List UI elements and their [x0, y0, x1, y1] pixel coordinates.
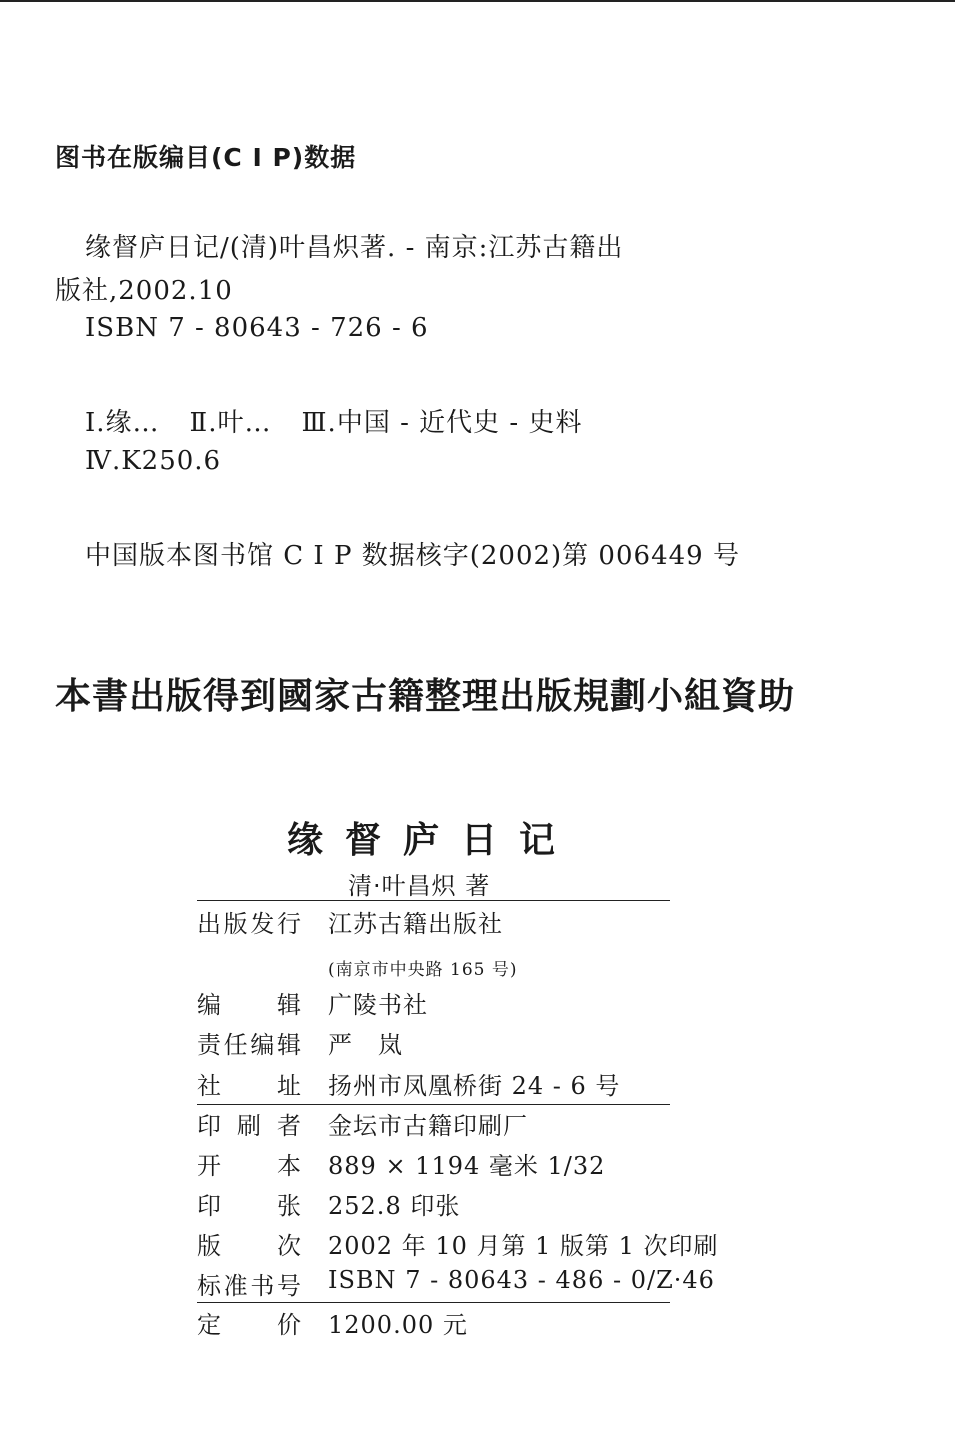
colophon-value-edition: 2002 年 10 月第 1 版第 1 次印刷	[328, 1232, 719, 1260]
colophon-label-edition: 版次	[197, 1232, 301, 1260]
colophon-label-sheets: 印张	[197, 1192, 301, 1220]
colophon-author: 清·叶昌炽 著	[348, 872, 491, 900]
colophon-label-responsible-editor: 责任编辑	[197, 1031, 301, 1059]
cip-isbn: ISBN 7 - 80643 - 726 - 6	[85, 313, 429, 343]
colophon-label-format: 开本	[197, 1152, 301, 1180]
cip-class-1: Ⅰ.缘…	[85, 408, 160, 438]
colophon-value-responsible-editor: 严 岚	[328, 1031, 403, 1059]
cip-heading: 图书在版编目(C I P)数据	[55, 143, 357, 172]
cip-class-2: Ⅱ.叶…	[189, 408, 272, 438]
funding-note: 本書出版得到國家古籍整理出版規劃小組資助	[55, 675, 796, 717]
cip-class-3: Ⅲ.中国 - 近代史 - 史料	[301, 408, 583, 438]
colophon-label-price: 定价	[197, 1311, 301, 1339]
cip-record-line-2: 版社,2002.10	[55, 276, 233, 306]
colophon-value-isbn: ISBN 7 - 80643 - 486 - 0/Z·46	[328, 1266, 715, 1294]
colophon-rule-top	[197, 900, 670, 901]
colophon-publisher-address: (南京市中央路 165 号)	[328, 960, 518, 980]
cip-library-note: 中国版本图书馆 C I P 数据核字(2002)第 006449 号	[85, 541, 740, 571]
colophon-label-printer: 印刷者	[197, 1112, 301, 1140]
top-border-rule	[0, 0, 955, 2]
cip-record-line-1: 缘督庐日记/(清)叶昌炽著. - 南京:江苏古籍出	[85, 233, 624, 263]
cip-classification-number: Ⅳ.K250.6	[85, 446, 222, 476]
colophon-value-printer: 金坛市古籍印刷厂	[328, 1112, 528, 1140]
colophon-label-publisher: 出版发行	[197, 910, 301, 938]
colophon-value-sheets: 252.8 印张	[328, 1192, 461, 1220]
colophon-value-publisher: 江苏古籍出版社	[328, 910, 503, 938]
colophon-label-editor: 编辑	[197, 991, 301, 1019]
colophon-value-editor: 广陵书社	[328, 991, 428, 1019]
colophon-rule-bottom	[197, 1302, 670, 1303]
cip-classification	[85, 402, 582, 439]
colophon-label-address: 社址	[197, 1072, 301, 1100]
colophon-rule-middle	[197, 1104, 670, 1105]
colophon-book-title: 缘督庐日记	[287, 820, 578, 861]
colophon-value-address: 扬州市凤凰桥街 24 - 6 号	[328, 1072, 621, 1100]
colophon-label-isbn: 标准书号	[197, 1272, 301, 1300]
colophon-value-format: 889 × 1194 毫米 1/32	[328, 1152, 606, 1180]
colophon-value-price: 1200.00 元	[328, 1311, 468, 1339]
